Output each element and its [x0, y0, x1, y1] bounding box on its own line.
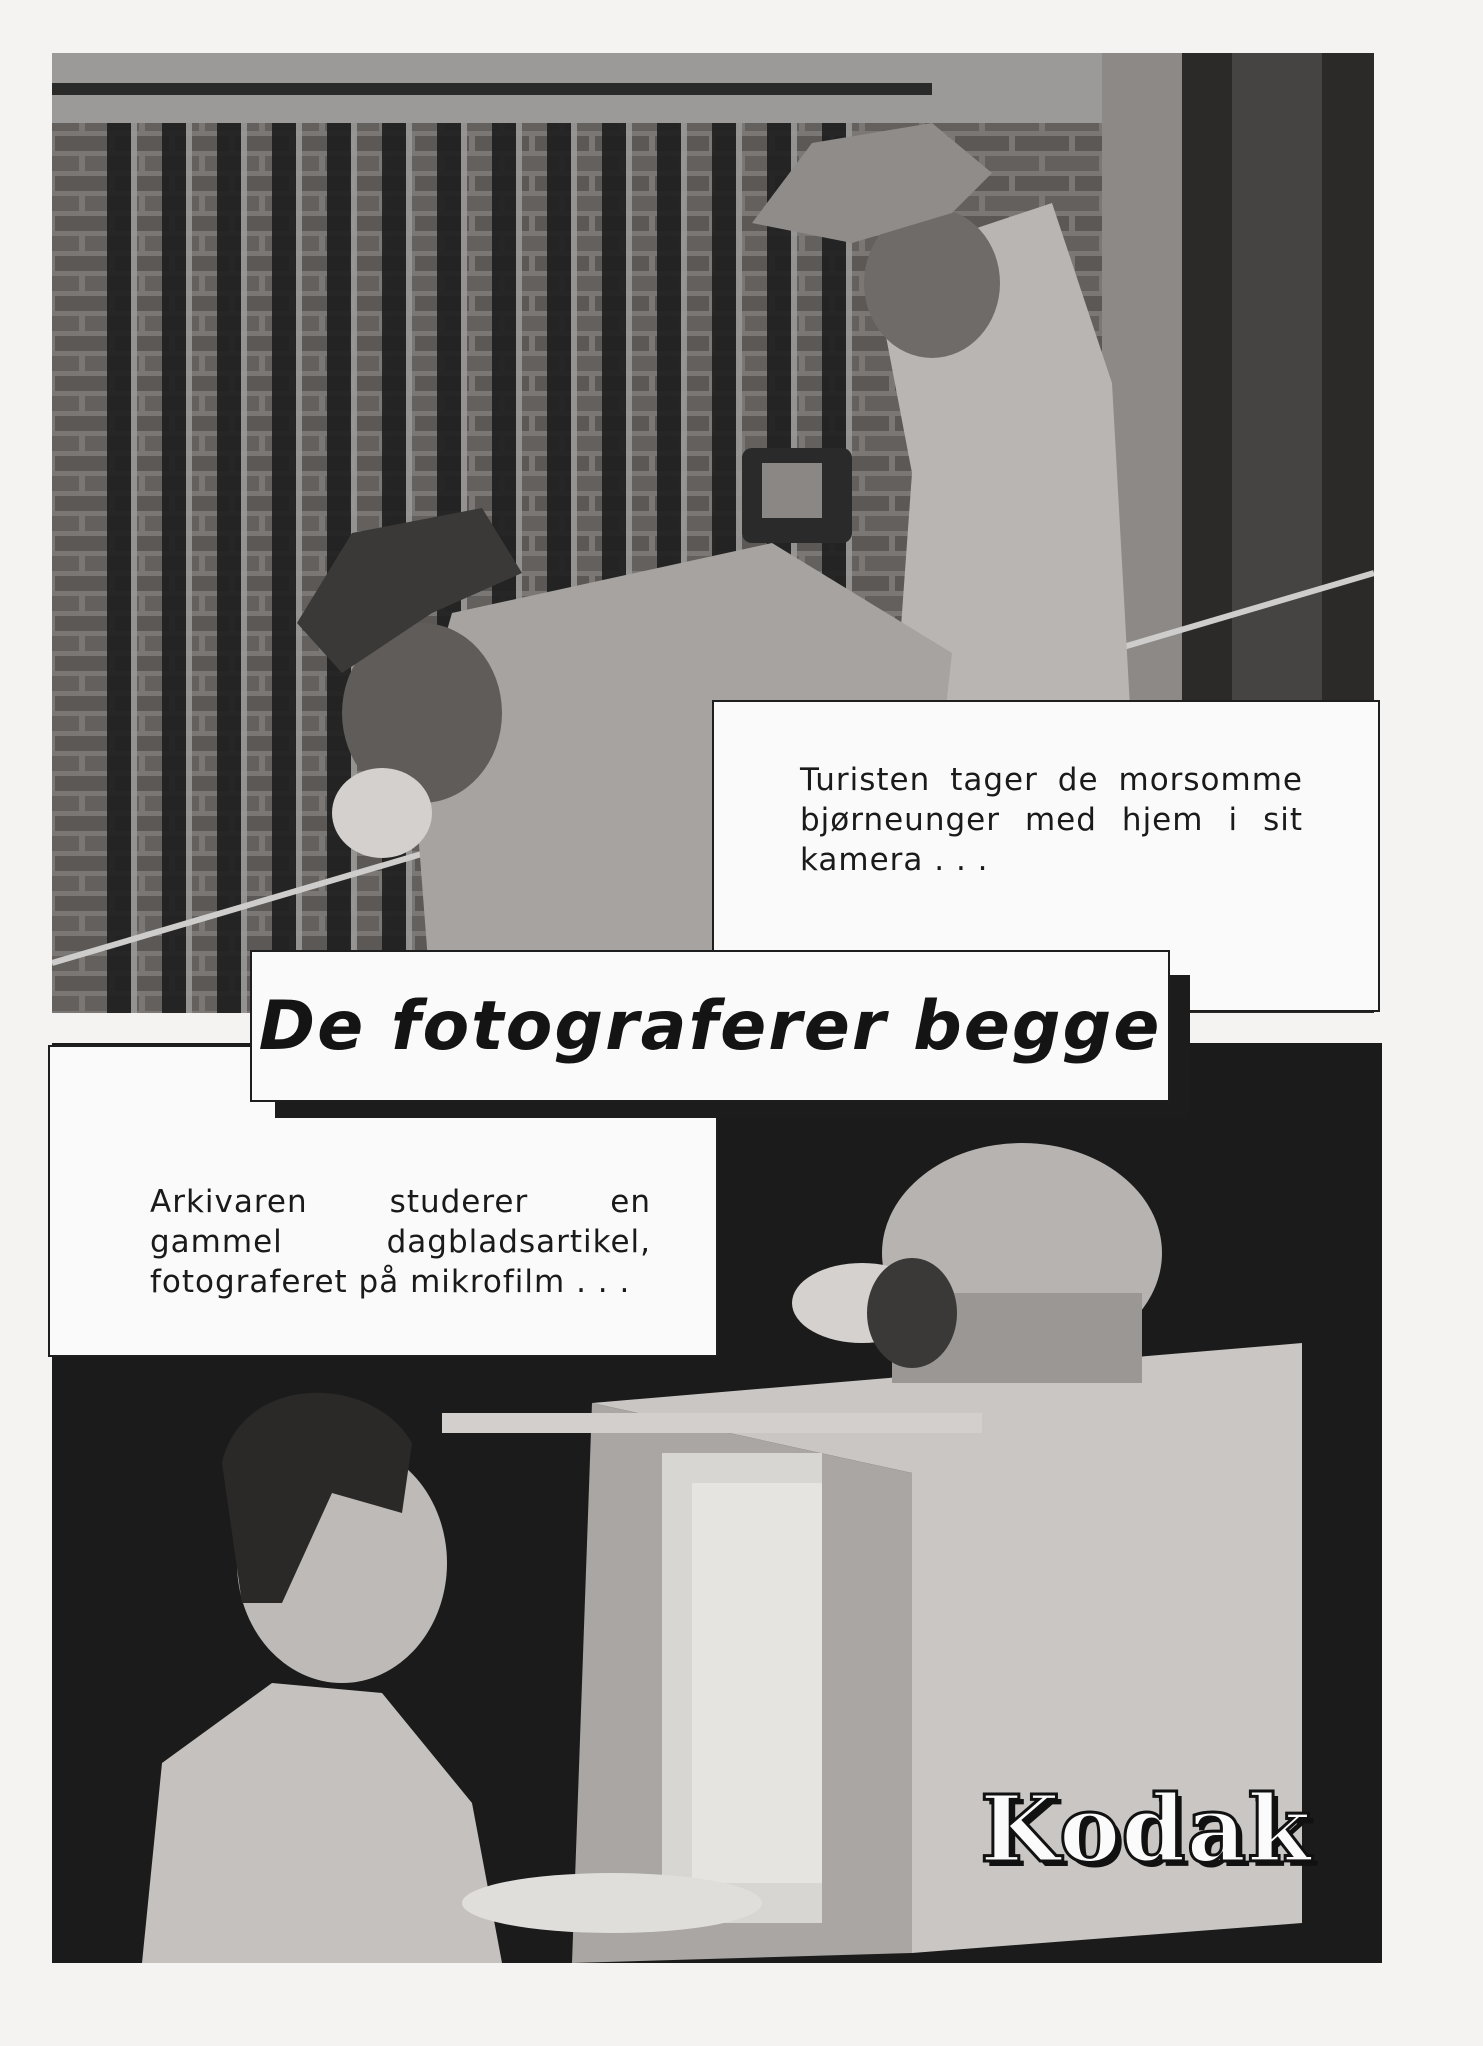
bottom-caption-text: Arkivaren studerer en gammel dagbladsartikel, fotograferet på mikrofilm . . . — [150, 1184, 651, 1300]
kodak-logo: Kodak — [980, 1775, 1312, 1883]
headline-text: De fotograferer begge — [258, 986, 1162, 1066]
top-caption-text: Turisten tager de morsomme bjørneunger med hjem i sit kamera . . . — [800, 762, 1303, 878]
headline-box — [250, 950, 1170, 1102]
